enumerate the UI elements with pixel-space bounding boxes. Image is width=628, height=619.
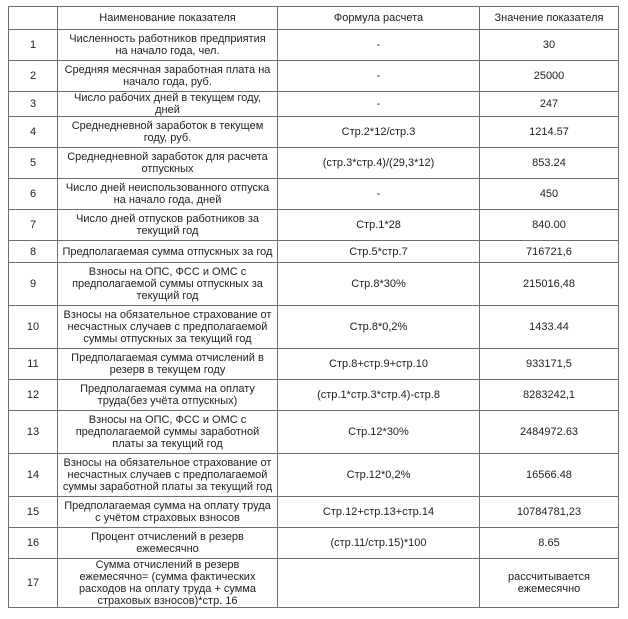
- header-number: [9, 7, 58, 30]
- table-row: [9, 349, 619, 380]
- indicator-name: Взносы на обязательное страхование от несчастных случаев с предполагаемой суммы заработной платы за текущий год: [58, 454, 278, 497]
- table-row: [9, 263, 619, 306]
- indicator-name: Среднедневной заработок для расчета отпускных: [58, 148, 278, 179]
- indicator-name: Взносы на ОПС, ФСС и ОМС с предполагаемой суммы отпускных за текущий год: [58, 263, 278, 306]
- indicator-name: Предполагаемая сумма отпускных за год: [58, 241, 278, 263]
- indicator-value: рассчитывается ежемесячно: [480, 559, 619, 608]
- formula: Стр.12+стр.13+стр.14: [278, 497, 480, 528]
- indicator-value: 16566.48: [480, 454, 619, 497]
- indicator-value: 8.65: [480, 528, 619, 559]
- indicator-name: Численность работников предприятия на начало года, чел.: [58, 30, 278, 61]
- formula: Стр.5*стр.7: [278, 241, 480, 263]
- table-row: [9, 559, 619, 608]
- formula: Стр.2*12/стр.3: [278, 117, 480, 148]
- indicator-value: 450: [480, 179, 619, 210]
- table-row: [9, 306, 619, 349]
- indicator-name: Взносы на обязательное страхование от несчастных случаев с предполагаемой суммы отпускных за текущий год: [58, 306, 278, 349]
- formula: [278, 559, 480, 608]
- indicator-name: Взносы на ОПС, ФСС и ОМС с предполагаемой суммы заработной платы за текущий год: [58, 411, 278, 454]
- indicator-name: Число дней отпусков работников за текущий год: [58, 210, 278, 241]
- indicator-value: 215016,48: [480, 263, 619, 306]
- indicator-value: 716721,6: [480, 241, 619, 263]
- row-number: 1: [9, 30, 58, 61]
- table-row: [9, 92, 619, 117]
- formula: -: [278, 92, 480, 117]
- indicator-value: 247: [480, 92, 619, 117]
- row-number: 7: [9, 210, 58, 241]
- formula: Стр.8*30%: [278, 263, 480, 306]
- indicator-name: Сумма отчислений в резерв ежемесячно= (сумма фактических расходов на оплату труда + сумма страховых взносов)*стр. 16: [58, 559, 278, 608]
- table-row: [9, 380, 619, 411]
- indicator-value: 933171,5: [480, 349, 619, 380]
- formula: (стр.1*стр.3*стр.4)-стр.8: [278, 380, 480, 411]
- formula: -: [278, 179, 480, 210]
- indicator-name: Средняя месячная заработная плата на начало года, руб.: [58, 61, 278, 92]
- indicator-name: Процент отчислений в резерв ежемесячно: [58, 528, 278, 559]
- indicator-name: Среднедневной заработок в текущем году, руб.: [58, 117, 278, 148]
- table-row: [9, 411, 619, 454]
- formula: (стр.11/стр.15)*100: [278, 528, 480, 559]
- header-formula: Формула расчета: [278, 7, 480, 30]
- header-indicator-name: Наименование показателя: [58, 7, 278, 30]
- indicator-name: Число дней неиспользованного отпуска на начало года, дней: [58, 179, 278, 210]
- formula: Стр.12*0,2%: [278, 454, 480, 497]
- indicator-value: 1433.44: [480, 306, 619, 349]
- table-row: [9, 61, 619, 92]
- row-number: 2: [9, 61, 58, 92]
- indicator-name: Число рабочих дней в текущем году, дней: [58, 92, 278, 117]
- row-number: 16: [9, 528, 58, 559]
- formula: Стр.12*30%: [278, 411, 480, 454]
- table-row: [9, 148, 619, 179]
- table-row: [9, 241, 619, 263]
- indicators-table: [8, 6, 619, 608]
- row-number: 8: [9, 241, 58, 263]
- table-row: [9, 528, 619, 559]
- header-value: Значение показателя: [480, 7, 619, 30]
- indicator-value: 2484972.63: [480, 411, 619, 454]
- row-number: 14: [9, 454, 58, 497]
- indicator-value: 853.24: [480, 148, 619, 179]
- indicator-name: Предполагаемая сумма на оплату труда(без учёта отпускных): [58, 380, 278, 411]
- formula: (стр.3*стр.4)/(29,3*12): [278, 148, 480, 179]
- row-number: 11: [9, 349, 58, 380]
- indicator-value: 8283242,1: [480, 380, 619, 411]
- table-row: [9, 179, 619, 210]
- row-number: 15: [9, 497, 58, 528]
- formula: Стр.8+стр.9+стр.10: [278, 349, 480, 380]
- indicator-value: 10784781,23: [480, 497, 619, 528]
- indicator-value: 840.00: [480, 210, 619, 241]
- row-number: 6: [9, 179, 58, 210]
- table-row: [9, 454, 619, 497]
- row-number: 5: [9, 148, 58, 179]
- formula: Стр.8*0,2%: [278, 306, 480, 349]
- row-number: 3: [9, 92, 58, 117]
- indicator-name: Предполагаемая сумма отчислений в резерв в текущем году: [58, 349, 278, 380]
- row-number: 10: [9, 306, 58, 349]
- row-number: 17: [9, 559, 58, 608]
- row-number: 4: [9, 117, 58, 148]
- row-number: 12: [9, 380, 58, 411]
- row-number: 9: [9, 263, 58, 306]
- indicator-value: 30: [480, 30, 619, 61]
- indicator-name: Предполагаемая сумма на оплату труда с учётом страховых взносов: [58, 497, 278, 528]
- table-row: [9, 117, 619, 148]
- formula: -: [278, 61, 480, 92]
- table-row: [9, 497, 619, 528]
- formula: Стр.1*28: [278, 210, 480, 241]
- table-row: [9, 30, 619, 61]
- formula: -: [278, 30, 480, 61]
- header-row: [9, 7, 619, 30]
- indicator-value: 25000: [480, 61, 619, 92]
- indicator-value: 1214.57: [480, 117, 619, 148]
- row-number: 13: [9, 411, 58, 454]
- table-row: [9, 210, 619, 241]
